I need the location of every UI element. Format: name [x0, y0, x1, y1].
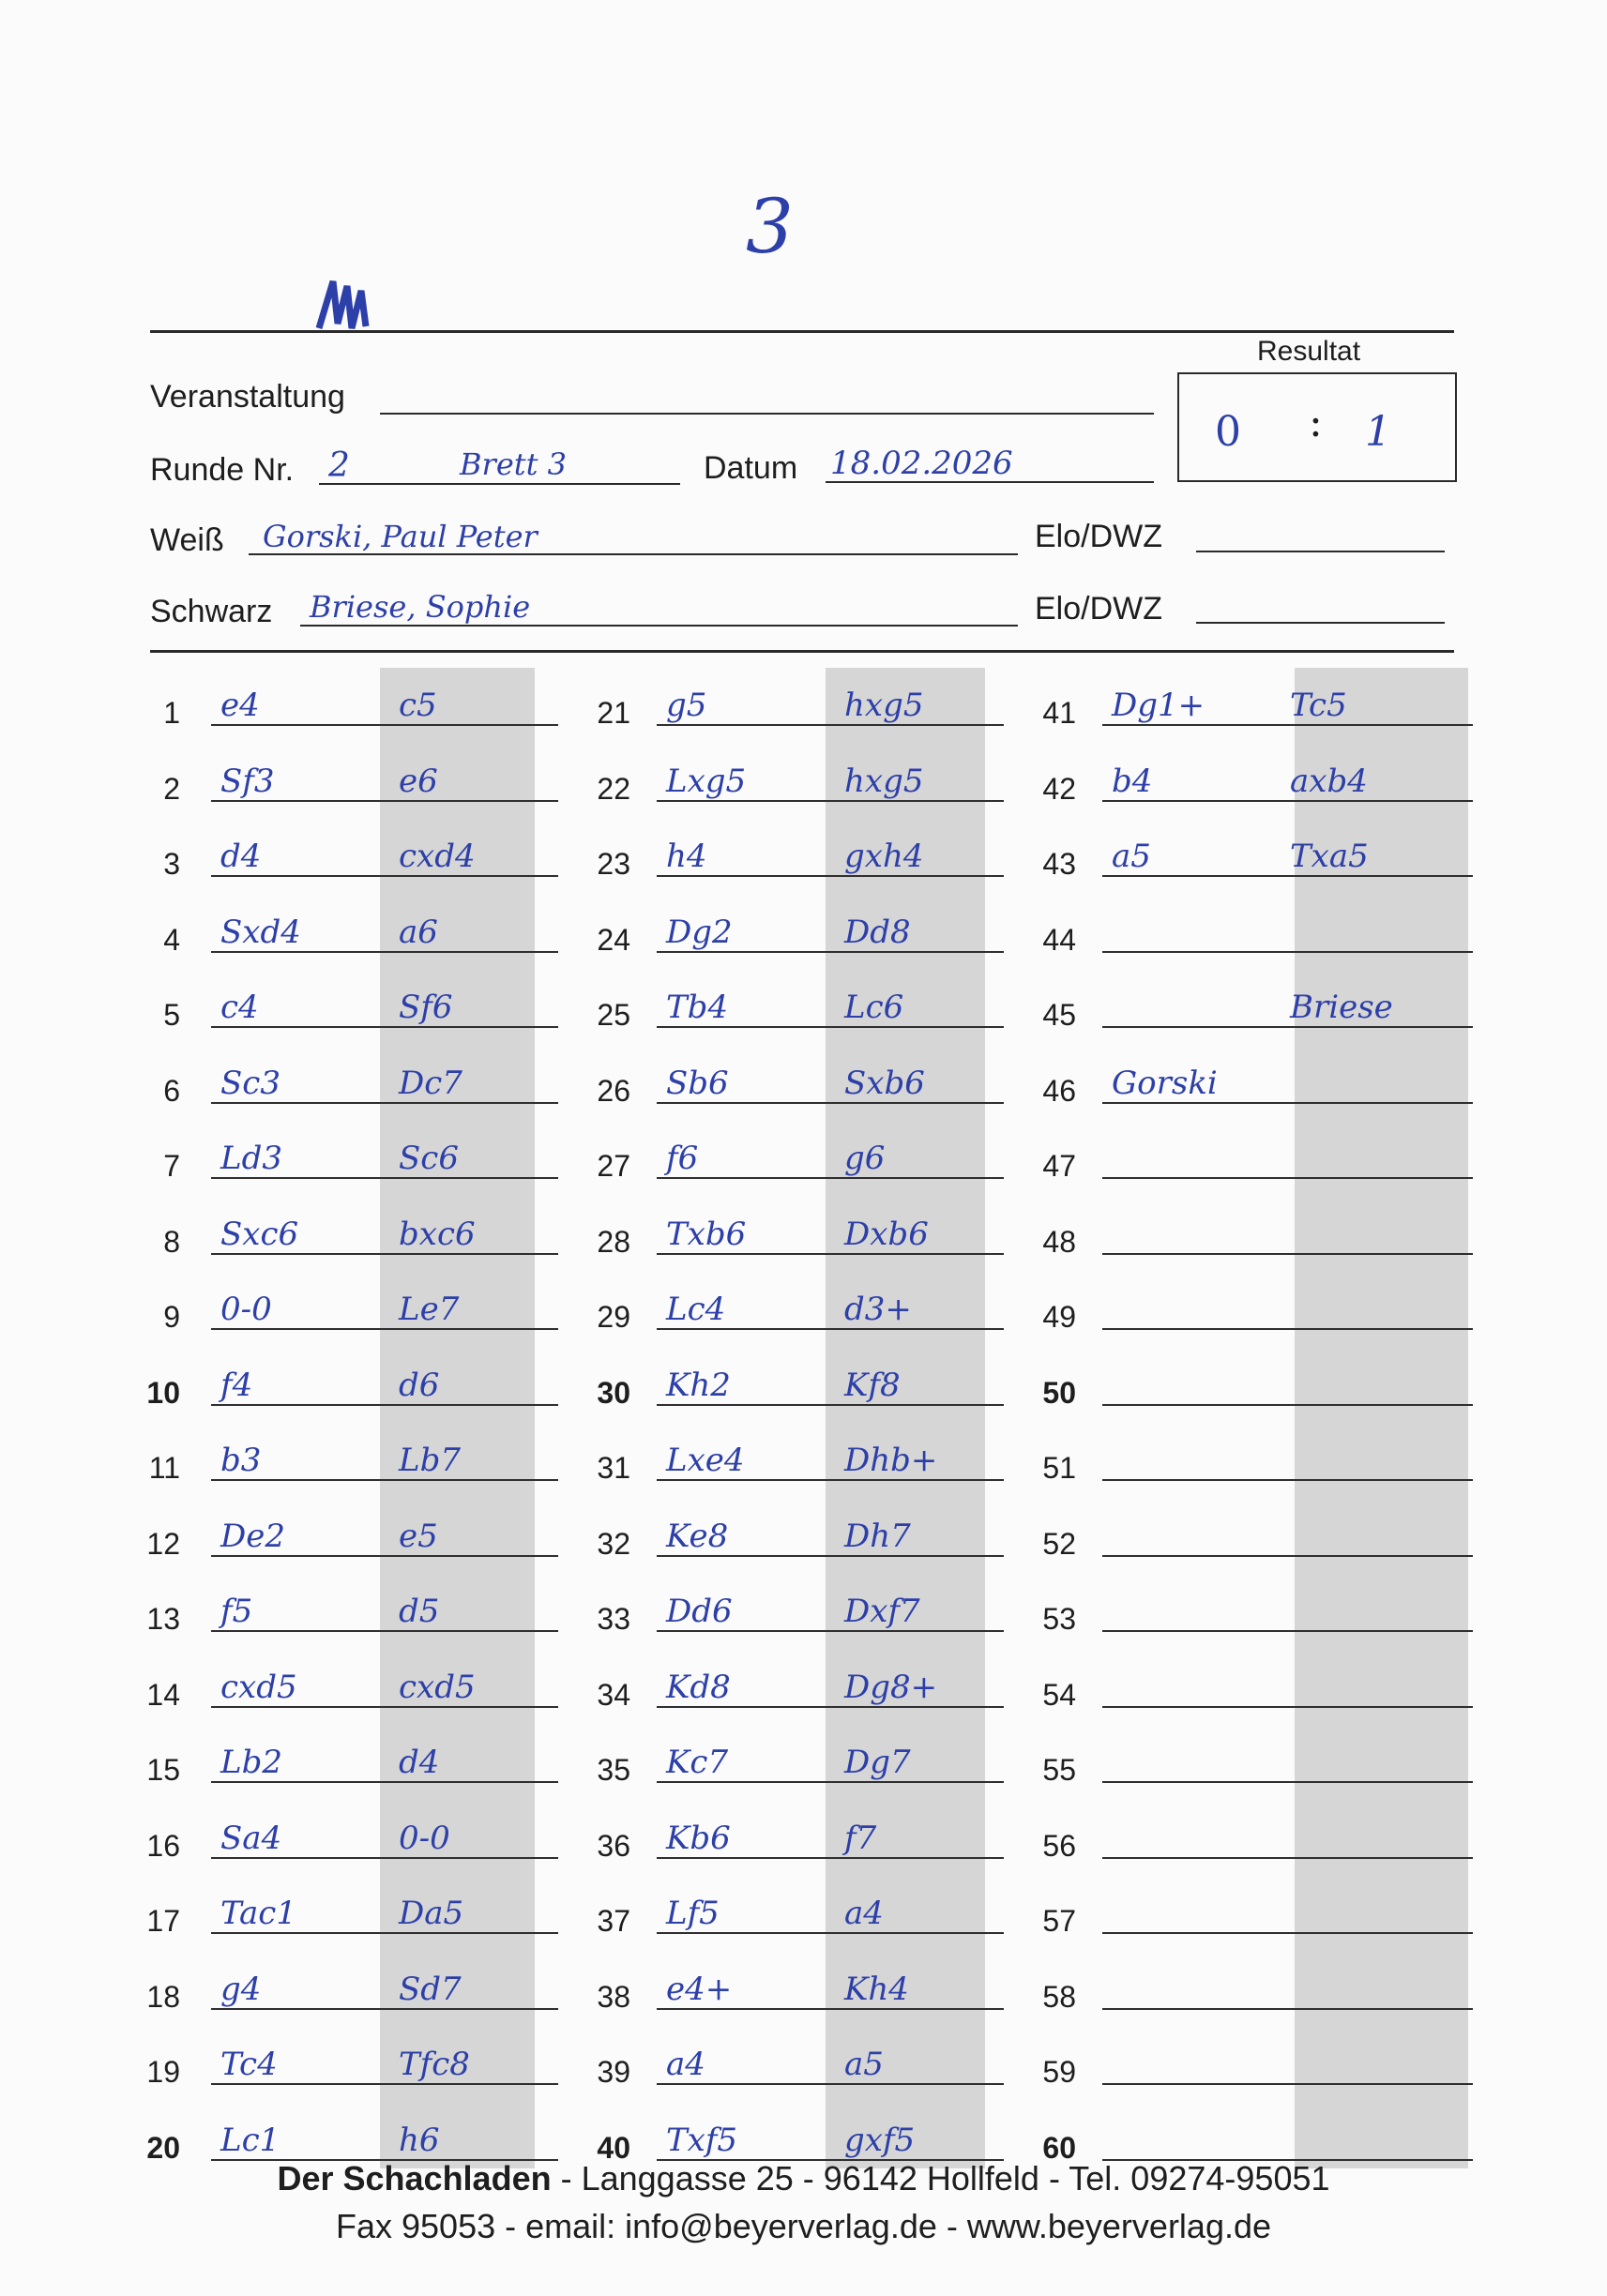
move-row-line[interactable]	[1102, 1177, 1473, 1179]
white-move: Dd6	[666, 1593, 733, 1630]
top-rule	[150, 330, 1454, 333]
move-number: 52	[1042, 1526, 1076, 1561]
black-player-name: Briese, Sophie	[310, 589, 531, 625]
move-number: 13	[146, 1602, 180, 1636]
move-number: 26	[597, 1073, 630, 1108]
move-number: 50	[1042, 1375, 1076, 1410]
white-move: Tc4	[220, 2046, 278, 2083]
move-row-line[interactable]	[1102, 724, 1473, 726]
move-row-line[interactable]	[211, 1253, 558, 1255]
white-move: Sf3	[220, 762, 275, 800]
white-move: Gorski	[1112, 1064, 1218, 1102]
white-move: e4+	[666, 1970, 733, 2008]
black-move: a5	[844, 2046, 884, 2083]
move-row-line[interactable]	[1102, 1328, 1473, 1330]
move-row-line[interactable]	[657, 1857, 1004, 1859]
white-move: Lc4	[666, 1291, 726, 1328]
white-move: Dg2	[666, 913, 733, 951]
black-move: 0-0	[399, 1819, 450, 1857]
black-move: d4	[399, 1744, 440, 1781]
move-row-line[interactable]	[657, 951, 1004, 953]
move-row-line[interactable]	[1102, 1555, 1473, 1557]
black-move: Dc7	[399, 1064, 462, 1102]
move-row-line[interactable]	[211, 1555, 558, 1557]
move-row-line[interactable]	[1102, 1781, 1473, 1783]
move-row-line[interactable]	[657, 1781, 1004, 1783]
move-row-line[interactable]	[211, 951, 558, 953]
black-move: Dg7	[844, 1744, 911, 1781]
black-move: Kh4	[844, 1970, 909, 2008]
move-number: 24	[597, 922, 630, 957]
black-move: f7	[844, 1819, 877, 1857]
white-move: Lc1	[220, 2121, 280, 2159]
black-move: Dd8	[844, 913, 911, 951]
white-move: f6	[666, 1140, 699, 1177]
black-move: hxg5	[844, 762, 924, 800]
black-move: c5	[399, 687, 437, 724]
move-row-line[interactable]	[657, 1555, 1004, 1557]
move-number: 27	[597, 1149, 630, 1183]
black-move: Txa5	[1290, 838, 1369, 875]
move-row-line[interactable]	[657, 1706, 1004, 1708]
white-move: Tac1	[220, 1895, 296, 1932]
white-move: Ke8	[666, 1517, 729, 1555]
move-number: 14	[146, 1677, 180, 1712]
move-number: 9	[163, 1300, 180, 1334]
white-move: Ld3	[220, 1140, 282, 1177]
move-row-line[interactable]	[657, 1630, 1004, 1632]
move-row-line[interactable]	[1102, 875, 1473, 877]
black-move: Briese	[1290, 989, 1393, 1026]
black-move: Kf8	[844, 1366, 901, 1404]
move-row-line[interactable]	[657, 1177, 1004, 1179]
move-row-line[interactable]	[211, 1630, 558, 1632]
move-row-line[interactable]	[657, 724, 1004, 726]
move-number: 40	[597, 2130, 630, 2165]
footer-line-2: Fax 95053 - email: info@beyerverlag.de - www.beyerverlag.de	[335, 2207, 1272, 2245]
move-number: 10	[146, 1375, 180, 1410]
white-move: Lf5	[666, 1895, 720, 1932]
move-number: 7	[163, 1149, 180, 1183]
black-elo-label: Elo/DWZ	[1035, 591, 1162, 627]
black-move: cxd4	[399, 838, 476, 875]
black-move: Le7	[399, 1291, 460, 1328]
white-move: Txf5	[666, 2121, 738, 2159]
white-elo-field[interactable]	[1196, 551, 1445, 552]
black-field[interactable]	[300, 625, 1018, 627]
white-move: Kc7	[666, 1744, 729, 1781]
move-number: 19	[146, 2055, 180, 2089]
move-number: 56	[1042, 1828, 1076, 1863]
white-move: Sb6	[666, 1064, 729, 1102]
move-number: 48	[1042, 1224, 1076, 1259]
black-move: d6	[399, 1366, 440, 1404]
black-move: Dh7	[844, 1517, 911, 1555]
move-number: 18	[146, 1979, 180, 2014]
move-number: 4	[163, 922, 180, 957]
move-number: 21	[597, 696, 630, 730]
result-white: 0	[1215, 408, 1241, 456]
move-row-line[interactable]	[211, 1706, 558, 1708]
move-number: 36	[597, 1828, 630, 1863]
move-row-line[interactable]	[211, 2083, 558, 2085]
white-move: Kb6	[666, 1819, 731, 1857]
move-number: 1	[163, 696, 180, 730]
move-row-line[interactable]	[657, 800, 1004, 802]
move-number: 58	[1042, 1979, 1076, 2014]
white-move: Tb4	[666, 989, 729, 1026]
event-field[interactable]	[380, 413, 1154, 415]
black-move: g6	[844, 1140, 886, 1177]
move-number: 44	[1042, 922, 1076, 957]
white-move: Sxc6	[220, 1215, 299, 1253]
move-number: 12	[146, 1526, 180, 1561]
black-move: e6	[399, 762, 438, 800]
result-separator: :	[1309, 399, 1323, 446]
move-row-line[interactable]	[211, 1479, 558, 1481]
move-row-line[interactable]	[657, 2083, 1004, 2085]
white-move: d4	[220, 838, 262, 875]
move-number: 17	[146, 1904, 180, 1938]
move-number: 51	[1042, 1451, 1076, 1485]
move-number: 16	[146, 1828, 180, 1863]
move-number: 49	[1042, 1300, 1076, 1334]
black-move: axb4	[1290, 762, 1368, 800]
white-move: Lxe4	[666, 1442, 745, 1479]
move-row-line[interactable]	[211, 1026, 558, 1028]
move-number: 46	[1042, 1073, 1076, 1108]
black-move: Tc5	[1290, 687, 1347, 724]
round-field[interactable]	[319, 483, 680, 485]
black-move: bxc6	[399, 1215, 476, 1253]
white-move: Sxd4	[220, 913, 301, 951]
move-number: 37	[597, 1904, 630, 1938]
black-move: gxf5	[844, 2121, 916, 2159]
move-row-line[interactable]	[1102, 1404, 1473, 1406]
move-number: 47	[1042, 1149, 1076, 1183]
move-row-line[interactable]	[211, 800, 558, 802]
black-move: Dhb+	[844, 1442, 938, 1479]
black-move: Dxb6	[844, 1215, 929, 1253]
move-row-line[interactable]	[1102, 2008, 1473, 2010]
white-player-name: Gorski, Paul Peter	[263, 519, 538, 554]
move-row-line[interactable]	[1102, 1932, 1473, 1934]
white-move: 0-0	[220, 1291, 272, 1328]
move-row-line[interactable]	[657, 1102, 1004, 1104]
move-number: 25	[597, 998, 630, 1032]
move-row-line[interactable]	[1102, 1102, 1473, 1104]
column-shade	[826, 668, 985, 2168]
white-move: g4	[220, 1970, 262, 2008]
move-number: 55	[1042, 1753, 1076, 1787]
move-row-line[interactable]	[657, 875, 1004, 877]
move-number: 43	[1042, 847, 1076, 881]
move-number: 42	[1042, 771, 1076, 806]
ink-scribble	[310, 272, 385, 347]
white-move: Dg1+	[1112, 687, 1205, 724]
black-move: e5	[399, 1517, 438, 1555]
move-number: 60	[1042, 2130, 1076, 2165]
black-move: Lc6	[844, 989, 904, 1026]
white-move: Kd8	[666, 1668, 731, 1706]
white-move: b3	[220, 1442, 262, 1479]
move-number: 29	[597, 1300, 630, 1334]
move-number: 6	[163, 1073, 180, 1108]
move-number: 38	[597, 1979, 630, 2014]
black-label: Schwarz	[150, 594, 273, 629]
move-number: 20	[146, 2130, 180, 2165]
move-row-line[interactable]	[211, 1781, 558, 1783]
column-shade	[1295, 668, 1468, 2168]
black-move: h6	[399, 2121, 440, 2159]
black-elo-field[interactable]	[1196, 622, 1445, 624]
move-number: 28	[597, 1224, 630, 1259]
white-move: c4	[220, 989, 259, 1026]
shop-name: Der Schachladen	[277, 2159, 552, 2198]
white-move: Sa4	[220, 1819, 282, 1857]
move-row-line[interactable]	[1102, 2083, 1473, 2085]
move-number: 35	[597, 1753, 630, 1787]
white-move: Sc3	[220, 1064, 280, 1102]
black-move: Lb7	[399, 1442, 461, 1479]
move-row-line[interactable]	[211, 724, 558, 726]
black-move: Dxf7	[844, 1593, 920, 1630]
black-move: Sxb6	[844, 1064, 925, 1102]
move-number: 5	[163, 998, 180, 1032]
black-move: Sc6	[399, 1140, 459, 1177]
move-row-line[interactable]	[1102, 1630, 1473, 1632]
black-move: hxg5	[844, 687, 924, 724]
move-row-line[interactable]	[1102, 1857, 1473, 1859]
move-row-line[interactable]	[657, 1479, 1004, 1481]
black-move: d3+	[844, 1291, 912, 1328]
white-move: Lb2	[220, 1744, 282, 1781]
move-number: 41	[1042, 696, 1076, 730]
result-black: 1	[1365, 408, 1391, 456]
board-value: Brett 3	[460, 446, 567, 482]
white-move: b4	[1112, 762, 1153, 800]
black-move: d5	[399, 1593, 440, 1630]
move-row-line[interactable]	[211, 1857, 558, 1859]
form-divider	[150, 650, 1454, 653]
black-move: a4	[844, 1895, 884, 1932]
round-value: 2	[328, 446, 350, 485]
date-value: 18.02.2026	[830, 445, 1013, 482]
move-row-line[interactable]	[657, 1328, 1004, 1330]
white-elo-label: Elo/DWZ	[1035, 519, 1162, 554]
move-row-line[interactable]	[211, 1328, 558, 1330]
shop-address: - Langgasse 25 - 96142 Hollfeld - Tel. 09274-95051	[551, 2159, 1330, 2198]
white-move: a4	[666, 2046, 705, 2083]
move-number: 59	[1042, 2055, 1076, 2089]
result-label: Resultat	[1257, 336, 1361, 367]
page-number: 3	[746, 183, 794, 270]
move-row-line[interactable]	[1102, 1026, 1473, 1028]
footer-line-1	[0, 2159, 1607, 2198]
black-move: Dg8+	[844, 1668, 938, 1706]
move-number: 3	[163, 847, 180, 881]
white-move: Txb6	[666, 1215, 747, 1253]
move-number: 34	[597, 1677, 630, 1712]
move-row-line[interactable]	[1102, 800, 1473, 802]
move-row-line[interactable]	[211, 1177, 558, 1179]
black-move: a6	[399, 913, 438, 951]
move-number: 33	[597, 1602, 630, 1636]
white-move: a5	[1112, 838, 1151, 875]
move-row-line[interactable]	[657, 1026, 1004, 1028]
move-row-line[interactable]	[1102, 1706, 1473, 1708]
move-row-line[interactable]	[657, 1932, 1004, 1934]
move-number: 22	[597, 771, 630, 806]
move-number: 15	[146, 1753, 180, 1787]
black-move: gxh4	[844, 838, 924, 875]
white-move: cxd5	[220, 1668, 297, 1706]
move-number: 32	[597, 1526, 630, 1561]
move-row-line[interactable]	[657, 1404, 1004, 1406]
move-number: 23	[597, 847, 630, 881]
white-move: Kh2	[666, 1366, 731, 1404]
event-label: Veranstaltung	[150, 379, 345, 415]
move-number: 54	[1042, 1677, 1076, 1712]
move-number: 53	[1042, 1602, 1076, 1636]
column-shade	[380, 668, 535, 2168]
move-row-line[interactable]	[211, 1404, 558, 1406]
move-row-line[interactable]	[657, 1253, 1004, 1255]
move-row-line[interactable]	[211, 1102, 558, 1104]
move-row-line[interactable]	[657, 2008, 1004, 2010]
black-move: cxd5	[399, 1668, 476, 1706]
white-label: Weiß	[150, 522, 224, 558]
move-row-line[interactable]	[211, 1932, 558, 1934]
move-row-line[interactable]	[1102, 1253, 1473, 1255]
move-number: 2	[163, 771, 180, 806]
move-number: 45	[1042, 998, 1076, 1032]
move-row-line[interactable]	[1102, 951, 1473, 953]
black-move: Sf6	[399, 989, 453, 1026]
round-label: Runde Nr.	[150, 452, 295, 488]
move-number: 11	[148, 1451, 180, 1485]
white-move: f4	[220, 1366, 253, 1404]
white-move: Lxg5	[666, 762, 747, 800]
move-number: 57	[1042, 1904, 1076, 1938]
move-number: 30	[597, 1375, 630, 1410]
move-row-line[interactable]	[1102, 1479, 1473, 1481]
move-number: 8	[163, 1224, 180, 1259]
move-number: 39	[597, 2055, 630, 2089]
white-move: De2	[220, 1517, 286, 1555]
white-move: e4	[220, 687, 260, 724]
black-move: Da5	[399, 1895, 464, 1932]
white-move: f5	[220, 1593, 253, 1630]
move-row-line[interactable]	[211, 2008, 558, 2010]
black-move: Sd7	[399, 1970, 462, 2008]
date-label: Datum	[704, 450, 798, 486]
white-move: h4	[666, 838, 707, 875]
move-number: 31	[597, 1451, 630, 1485]
move-row-line[interactable]	[211, 875, 558, 877]
white-move: g5	[666, 687, 707, 724]
black-move: Tfc8	[399, 2046, 470, 2083]
